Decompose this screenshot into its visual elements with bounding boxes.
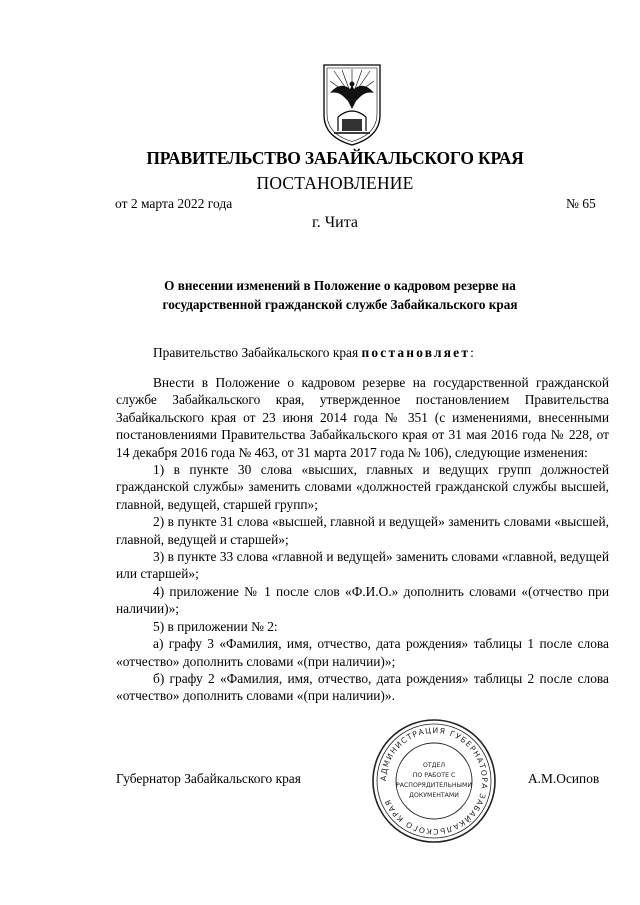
- body-paragraph: 3) в пункте 33 слова «главной и ведущей» заменить словами «главной, ведущей или старшей»;: [116, 549, 609, 582]
- preamble: [116, 344, 609, 361]
- body-paragraph: б) графу 2 «Фамилия, имя, отчество, дата рождения» таблицы 2 после слова «отчество» дополнить словами «(при наличии)».: [116, 670, 609, 704]
- document-body: [116, 374, 609, 705]
- stamp-line: РАСПОРЯДИТЕЛЬНЫМИ: [396, 782, 472, 789]
- document-type: ПОСТАНОВЛЕНИЕ: [256, 173, 414, 193]
- document-number: № 65: [566, 196, 596, 211]
- document-city: г. Чита: [311, 214, 358, 231]
- body-paragraph: Внести в Положение о кадровом резерве на государственной гражданской службе Забайкальского края, утвержденное постановлением Правительства Забайкальского края от 23 июня 2014 года № 351 (с изменениями, внесенными постановлениями Правительства Забайкальского края от 31 мая 2016 года № 228, от 14 декабря 2016 года № 463, от 31 марта 2017 года № 106), следующие изменения:: [116, 375, 609, 460]
- preamble-text: Правительство Забайкальского края: [153, 345, 362, 360]
- coat-of-arms-emblem: [320, 57, 384, 147]
- body-paragraph: 2) в пункте 31 слова «высшей, главной и ведущей» заменить словами «высшей, главной, ведущей и старшей»;: [116, 514, 609, 547]
- stamp-line: ДОКУМЕНТАМИ: [409, 792, 459, 799]
- preamble-colon: :: [470, 345, 474, 360]
- official-stamp: [370, 717, 498, 845]
- stamp-line: ПО РАБОТЕ С: [412, 772, 456, 779]
- body-paragraph: а) графу 3 «Фамилия, имя, отчество, дата рождения» таблицы 1 после слова «отчество» дополнить словами «(при наличии)»;: [116, 636, 609, 669]
- document-date: от 2 марта 2022 года: [115, 196, 233, 211]
- body-paragraph: 5) в приложении № 2:: [153, 618, 278, 634]
- stamp-outer-text: АДМИНИСТРАЦИЯ ГУБЕРНАТОРА ЗАБАЙКАЛЬСКОГО КРАЯ: [378, 725, 490, 837]
- stamp-line: ОТДЕЛ: [422, 762, 446, 769]
- signature-position: Губернатор Забайкальского края: [116, 771, 301, 786]
- svg-text:АДМИНИСТРАЦИЯ ГУБЕРНАТОРА ЗАБА: [379, 726, 489, 836]
- preamble-emphasis: постановляет: [361, 345, 471, 360]
- body-paragraph: 1) в пункте 30 слова «высших, главных и ведущих групп должностей гражданской службы» заменить словами «должностей гражданской службы высшей, главной, ведущей, старшей групп»;: [116, 462, 609, 512]
- signature-name: А.М.Осипов: [528, 771, 600, 786]
- document-subject: О внесении изменений в Положение о кадровом резерве на государственной гражданской службе Забайкальского края: [162, 278, 518, 312]
- body-paragraph: 4) приложение № 1 после слов «Ф.И.О.» дополнить словами «(отчество при наличии)»;: [116, 583, 609, 617]
- government-title: ПРАВИТЕЛЬСТВО ЗАБАЙКАЛЬСКОГО КРАЯ: [146, 148, 524, 168]
